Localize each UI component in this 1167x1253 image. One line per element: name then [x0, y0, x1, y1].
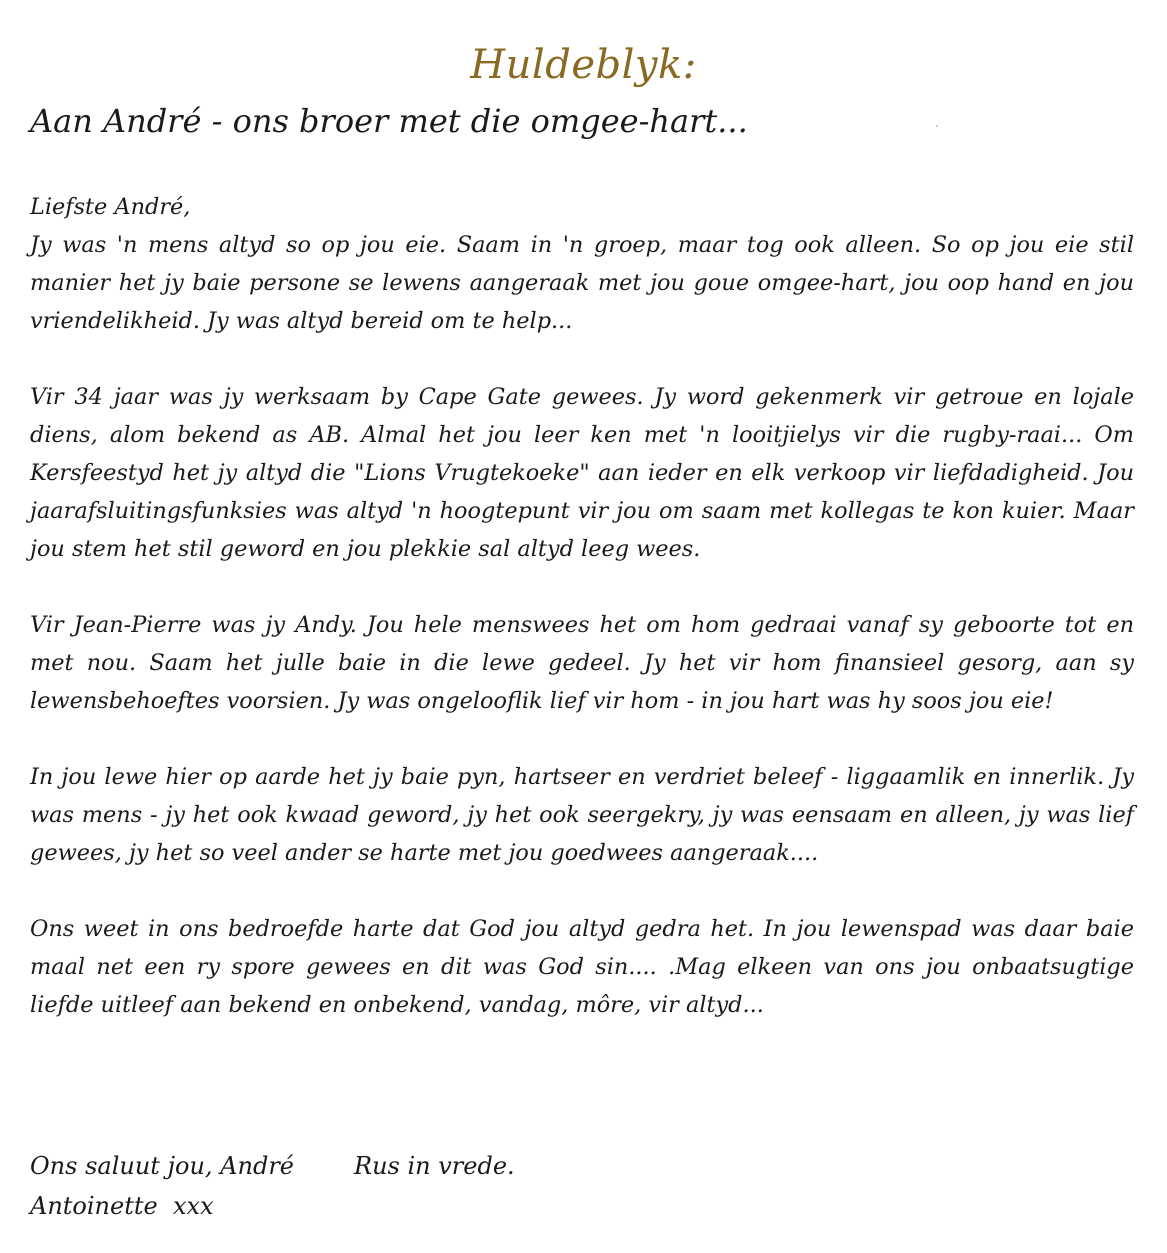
- letter-body: [30, 188, 1134, 1062]
- closing-salute: Ons saluut jou, André: [30, 1152, 294, 1180]
- letter-closing: [30, 1146, 515, 1226]
- closing-rest-in-peace: Rus in vrede.: [354, 1152, 515, 1180]
- page-title: Huldeblyk:: [470, 42, 697, 88]
- paper-speck: [936, 125, 938, 127]
- letter-paragraph-3: Vir Jean-Pierre was jy Andy. Jou hele menswees het om hom gedraai vanaf sy geboorte tot en met nou. Saam het julle baie in die lewe gedeel. Jy het vir hom finansieel gesorg, aan sy lewensbehoeftes voorsien. Jy was ongelooflik lief vir hom - in jou hart was hy soos jou eie!: [30, 612, 1134, 714]
- letter-paragraph-2: Vir 34 jaar was jy werksaam by Cape Gate gewees. Jy word gekenmerk vir getroue en lojale diens, alom bekend as AB. Almal het jou leer ken met 'n looitjielys vir die rugby-raai... Om Kersfeestyd het jy altyd die "Lions Vrugtekoeke" aan ieder en elk verkoop vir liefdadigheid. Jou jaarafsluitingsfunksies was altyd 'n hoogtepunt vir jou om saam met kollegas te kon kuier. Maar jou stem het stil geword en jou plekkie sal altyd leeg wees.: [30, 384, 1134, 562]
- closing-line: [30, 1146, 515, 1186]
- letter-paragraph-5: Ons weet in ons bedroefde harte dat God jou altyd gedra het. In jou lewenspad was daar baie maal net een ry spore gewees en dit was God sin.... .Mag elkeen van ons jou onbaatsugtige liefde uitleef aan bekend en onbekend, vandag, môre, vir altyd...: [30, 916, 1134, 1018]
- letter-paragraph-1: Jy was 'n mens altyd so op jou eie. Saam in 'n groep, maar tog ook alleen. So op jou eie stil manier het jy baie persone se lewens aangeraak met jou goue omgee-hart, jou oop hand en jou vriendelikheid. Jy was altyd bereid om te help...: [30, 232, 1134, 334]
- letter-salutation: Liefste André,: [30, 194, 191, 220]
- letter-paragraph-4: In jou lewe hier op aarde het jy baie pyn, hartseer en verdriet beleef - liggaamlik en innerlik. Jy was mens - jy het ook kwaad geword, jy het ook seergekry, jy was eensaam en alleen, jy was lief gewees, jy het so veel ander se harte met jou goedwees aangeraak....: [30, 764, 1134, 866]
- closing-signature: Antoinette xxx: [30, 1192, 214, 1220]
- tribute-subtitle: Aan André - ons broer met die omgee-hart...: [30, 102, 748, 140]
